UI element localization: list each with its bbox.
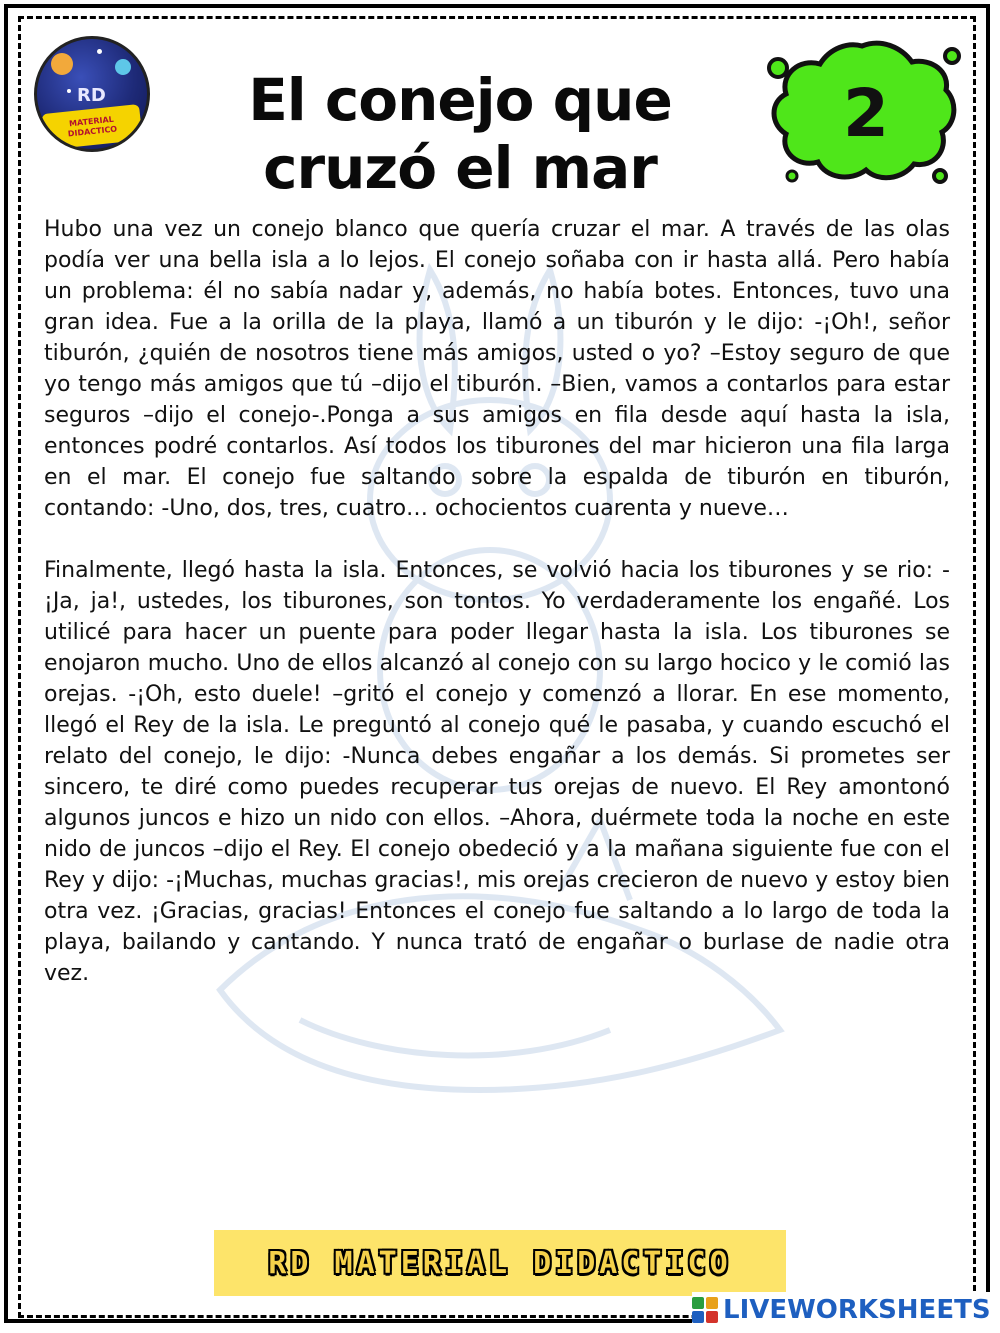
liveworksheets-logo-icon bbox=[692, 1297, 718, 1323]
logo-monogram: RD bbox=[77, 85, 106, 106]
number-badge bbox=[762, 28, 962, 188]
material-didactico-logo bbox=[34, 36, 150, 152]
logo-line-2: DIDACTICO bbox=[67, 124, 118, 139]
star-icon bbox=[97, 49, 102, 54]
story-paragraph: Hubo una vez un conejo blanco que quería cruzar el mar. A través de las olas podía ver una bella isla a lo lejos. El conejo soñaba con ir hasta allá. Pero había un problema: él no sabía nadar y, además, no había botes. Entonces, tuvo una gran idea. Fue a la orilla de la playa, llamó a un tiburón y le dijo: -¡Oh!, señor tiburón, ¿quién de nosotros tiene más amigos, usted o yo? –Estoy seguro de que yo tengo más amigos que tú –dijo el tiburón. –Bien, vamos a contarlos para estar seguros –dijo el conejo-.Ponga a sus amigos en fila desde aquí hasta la isla, entonces podré contarlos. Así todos los tiburones del mar hicieron una fila larga en el mar. El conejo fue saltando sobre la espalda de tiburón en tiburón, contando: -Uno, dos, tres, cuatro… ochocientos cuarenta y nueve… bbox=[44, 217, 950, 521]
badge-number: 2 bbox=[843, 75, 889, 152]
title-line-1: El conejo que bbox=[248, 66, 672, 134]
title-line-2: cruzó el mar bbox=[263, 134, 657, 202]
liveworksheets-text: LIVEWORKSHEETS bbox=[723, 1295, 991, 1325]
liveworksheets-brand[interactable] bbox=[692, 1292, 999, 1328]
footer-banner-text: RD MATERIAL DIDACTICO bbox=[268, 1245, 732, 1281]
story-paragraph: Finalmente, llegó hasta la isla. Entonces, se volvió hacia los tiburones y se rio: -¡Ja, ja!, ustedes, los tiburones, son tontos. Yo verdaderamente los engañé. Los utilicé para hacer un puente para poder llegar hasta la isla. Los tiburones se enojaron mucho. Uno de ellos alcanzó al conejo con su largo hocico y le comió las orejas. -¡Oh, esto duele! –gritó el conejo y comenzó a llorar. En ese momento, llegó el Rey de la isla. Le preguntó al conejo qué le pasaba, y cuando escuchó el relato del conejo, le dijo: -Nunca debes engañar a los demás. Si prometes ser sincero, te diré como puedes recuperar tus orejas de nuevo. El Rey amontonó algunos juncos e hizo un nido con ellos. –Ahora, duérmete toda la noche en este nido de juncos –dijo el Rey. El conejo obedeció y a la mañana siguiente fue con el Rey y dijo: -¡Muchas, muchas gracias!, mis orejas crecieron de nuevo y estoy bien otra vez. ¡Gracias, gracias! Entonces el conejo fue saltando a lo largo de toda la playa, bailando y cantando. Y nunca trató de engañar o burlase de nadie otra vez. bbox=[44, 558, 950, 986]
logo-line-1: MATERIAL bbox=[68, 114, 115, 129]
page-title bbox=[200, 66, 720, 202]
planet-icon bbox=[115, 59, 131, 75]
story-body bbox=[44, 214, 950, 989]
planet-icon bbox=[51, 53, 73, 75]
star-icon bbox=[67, 89, 71, 93]
footer-banner bbox=[214, 1230, 786, 1296]
